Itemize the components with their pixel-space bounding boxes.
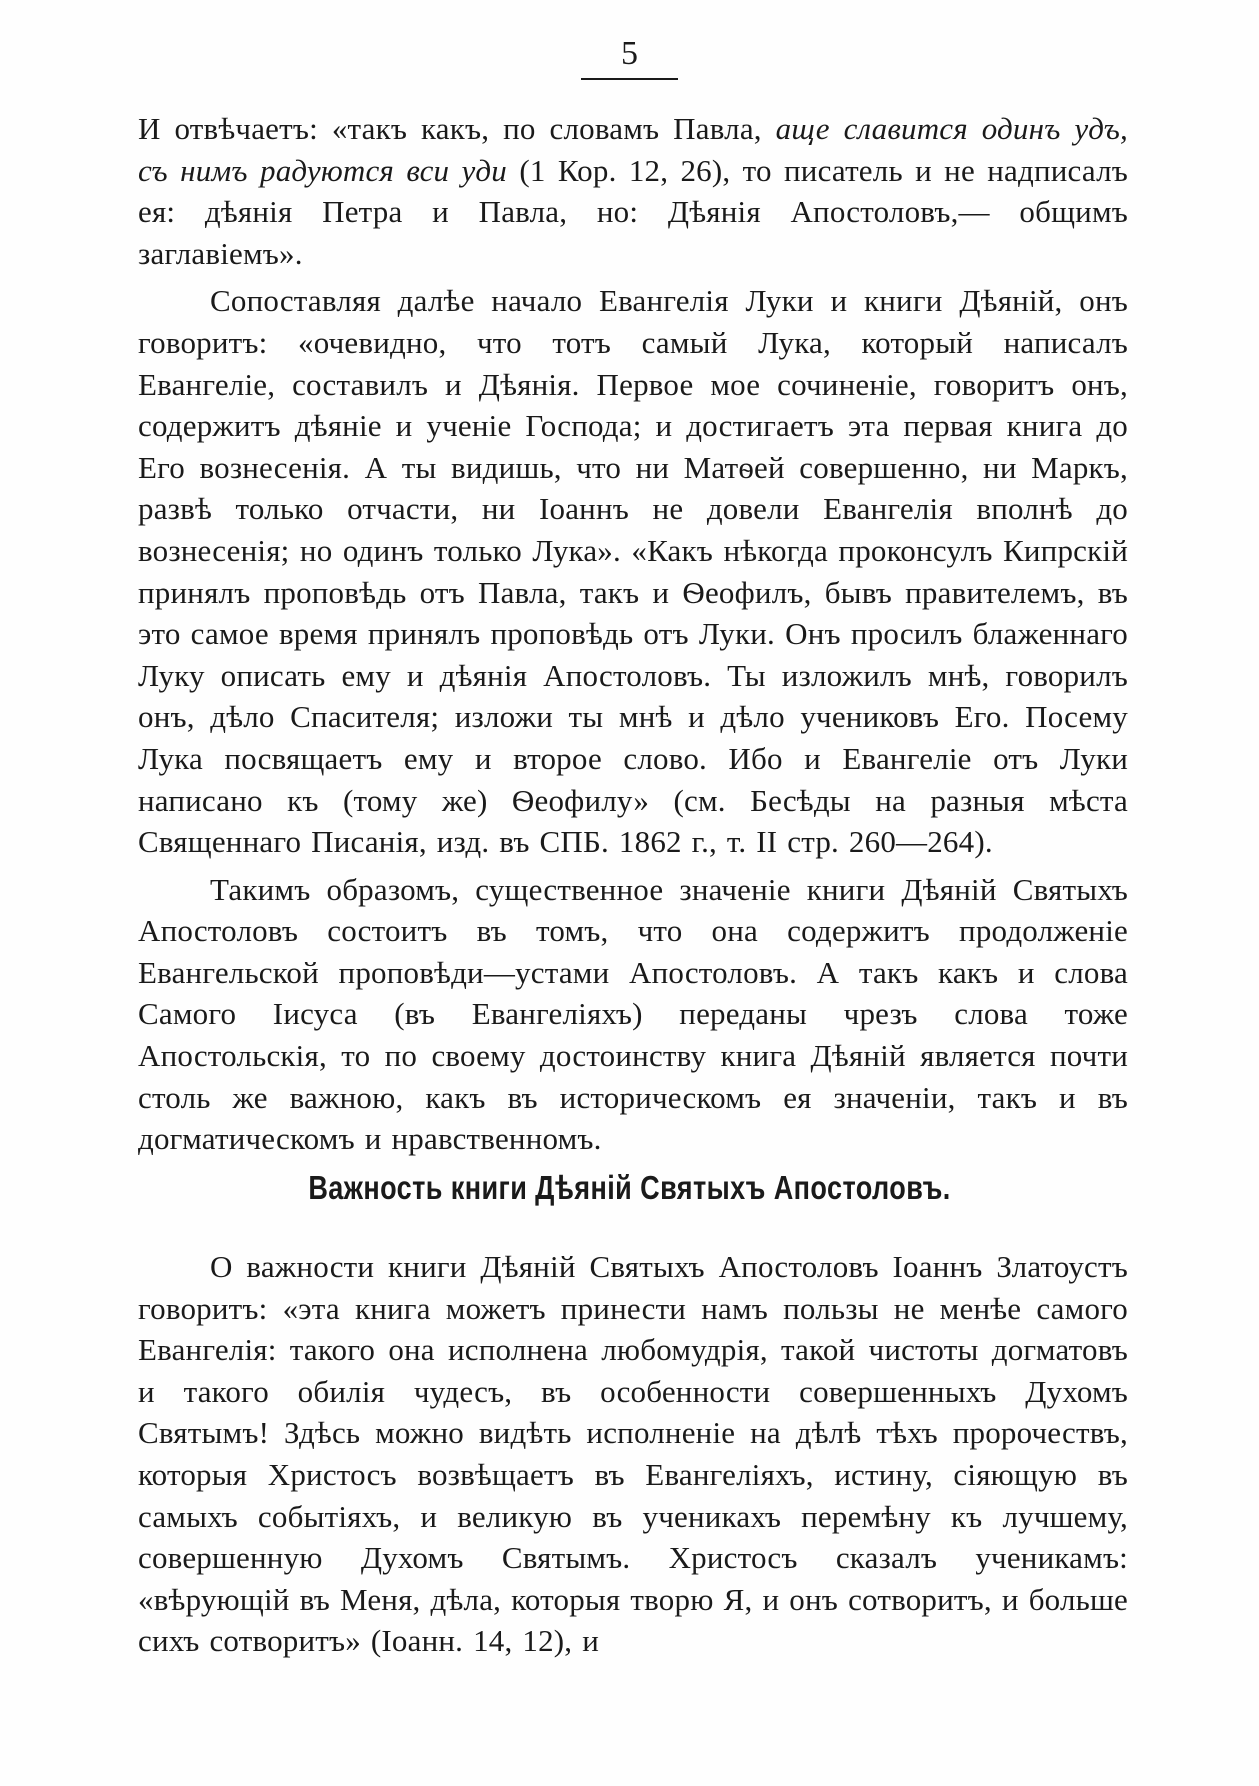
paragraph-1-start: И отвѣчаетъ: «такъ какъ, по словамъ Павла, <box>138 111 776 146</box>
page-number: 5 <box>581 34 678 80</box>
paragraph-4: О важности книги Дѣяній Святыхъ Апостоловъ Іоаннъ Златоустъ говоритъ: «эта книга можетъ принести намъ пользы не менѣе самого Евангелія: такого она исполнена любомудрія, такой чистоты догматовъ и такого обилія чудесъ, въ особенности совершенныхъ Духомъ Святымъ! Здѣсь можно видѣть исполненіе на дѣлѣ тѣхъ пророчествъ, которыя Христосъ возвѣщаетъ въ Евангеліяхъ, истину, сіяющую въ самыхъ событіяхъ, и великую въ ученикахъ перемѣну къ лучшему, совершенную Духомъ Святымъ. Христосъ сказалъ ученикамъ: «вѣрующій въ Меня, дѣла, которыя творю Я, и онъ сотворитъ, и больше сихъ сотворитъ» (Іоанн. 14, 12), и <box>138 1249 1128 1659</box>
paragraph-1 <box>138 108 1128 274</box>
paragraph-3: Такимъ образомъ, существенное значеніе книги Дѣяній Святыхъ Апостоловъ состоитъ въ томъ, что она содержитъ продолженіе Евангельской проповѣди—устами Апостоловъ. А такъ какъ и слова Самого Іисуса (въ Евангеліяхъ) переданы чрезъ слова тоже Апостольскія, то по своему достоинству книга Дѣяній является почти столь же важною, какъ въ историческомъ ея значеніи, такъ и въ догматическомъ и нравственномъ. <box>138 871 1128 1157</box>
section-heading: Важность книги Дѣяній Святыхъ Апостоловъ. <box>308 1169 951 1206</box>
page-header <box>0 34 1259 80</box>
scripture-quote: аще славится одинъ удъ, съ нимъ радуются вси уди <box>138 111 1128 188</box>
text-block-top <box>138 108 1128 1160</box>
paragraph-2: Сопоставляя далѣе начало Евангелія Луки и книги Дѣяній, онъ говоритъ: «очевидно, что тотъ самый Лука, который написалъ Евангеліе, составилъ и Дѣянія. Первое мое сочиненіе, говоритъ онъ, содержитъ дѣяніе и ученіе Господа; и достигаетъ эта первая книга до Его вознесенія. А ты видишь, что ни Матѳей совершенно, ни Маркъ, развѣ только отчасти, ни Іоаннъ не довели Евангелія вполнѣ до вознесенія; но одинъ только Лука». «Какъ нѣкогда проконсулъ Кипрскій принялъ проповѣдь отъ Павла, такъ и Ѳеофилъ, бывъ правителемъ, въ это самое время принялъ проповѣдь отъ Луки. Онъ просилъ блаженнаго Луку описать ему и дѣянія Апостоловъ. Ты изложилъ мнѣ, говорилъ онъ, дѣло Спасителя; изложи ты мнѣ и дѣло учениковъ Его. Посему Лука посвящаетъ ему и второе слово. Ибо и Евангеліе отъ Луки написано къ (тому же) Ѳеофилу» (см. Бесѣды на разныя мѣста Священнаго Писанія, изд. въ СПБ. 1862 г., т. II стр. 260—264). <box>138 283 1128 860</box>
text-block-bottom <box>138 1240 1128 1662</box>
paragraph-1-end: (1 Кор. 12, 26), то писатель и не надписалъ ея: дѣянія Петра и Павла, но: Дѣянія Апостоловъ,— общимъ заглавіемъ». <box>138 152 1128 271</box>
